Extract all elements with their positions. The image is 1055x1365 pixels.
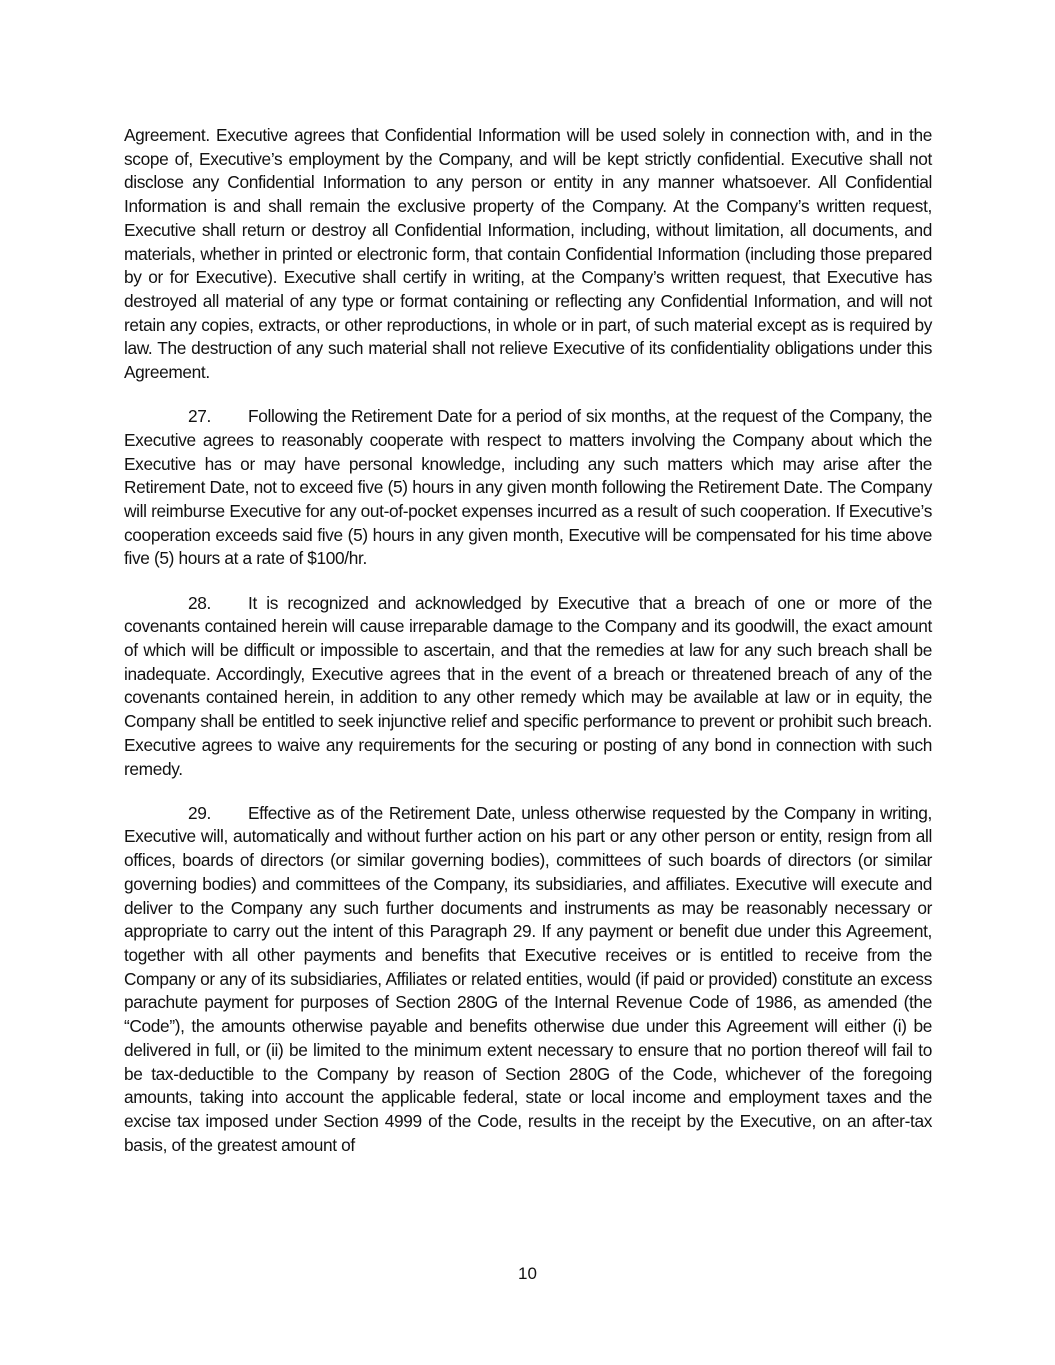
paragraph-confidential-continued	[124, 124, 932, 385]
paragraph-28	[124, 592, 932, 782]
paragraph-text: It is recognized and acknowledged by Executive that a breach of one or more of the covenants contained herein will cause irreparable damage to the Company and its goodwill, the exact amount of which will be difficult or impossible to ascertain, and that the remedies at law for any such breach shall be inadequate. Accordingly, Executive agrees that in the event of a breach or threatened breach of any of the covenants contained herein, in addition to any other remedy which may be available at law or in equity, the Company shall be entitled to seek injunctive relief and specific performance to prevent or prohibit such breach. Executive agrees to waive any requirements for the securing or posting of any bond in connection with such remedy.	[124, 592, 932, 779]
paragraph-text: Effective as of the Retirement Date, unless otherwise requested by the Company in writing, Executive will, automatically and without further action on his part or any other person or entity, resign from all offices, boards of directors (or similar governing bodies), committees of such boards of directors (or similar governing bodies) and committees of the Company, its subsidiaries, and affiliates. Executive will execute and deliver to the Company any such further documents and instruments as may be reasonably necessary or appropriate to carry out the intent of this Paragraph 29. If any payment or benefit due under this Agreement, together with all other payments and benefits that Executive receives or is entitled to receive from the Company or any of its subsidiaries, Affiliates or related entities, would (if paid or provided) constitute an excess parachute payment for purposes of Section 280G of the Internal Revenue Code of 1986, as amended (the “Code”), the amounts otherwise payable and benefits otherwise due under this Agreement will either (i) be delivered in full, or (ii) be limited to the minimum extent necessary to ensure that no portion thereof will fail to be tax-deductible to the Company by reason of Section 280G of the Code, whichever of the foregoing amounts, taking into account the applicable federal, state or local income and employment taxes and the excise tax imposed under Section 4999 of the Code, results in the receipt by the Executive, on an after-tax basis, of the greatest amount of	[124, 802, 932, 1155]
paragraph-number: 28.	[188, 592, 211, 613]
paragraph-29	[124, 802, 932, 1158]
paragraph-number: 29.	[188, 802, 211, 823]
paragraph-27	[124, 405, 932, 571]
paragraph-text: Following the Retirement Date for a period of six months, at the request of the Company, the Executive agrees to reasonably cooperate with respect to matters involving the Company about which the Executive has or may have personal knowledge, including any such matters which may arise after the Retirement Date, not to exceed five (5) hours in any given month following the Retirement Date. The Company will reimburse Executive for any out-of-pocket expenses incurred as a result of such cooperation. If Executive’s cooperation exceeds said five (5) hours in any given month, Executive will be compensated for his time above five (5) hours at a rate of $100/hr.	[124, 406, 932, 569]
paragraph-text: Agreement. Executive agrees that Confidential Information will be used solely in connection with, and in the scope of, Executive’s employment by the Company, and will be kept strictly confidential. Executive shall not disclose any Confidential Information to any person or entity in any manner whatsoever. All Confidential Information is and shall remain the exclusive property of the Company. At the Company’s written request, Executive shall return or destroy all Confidential Information, including, without limitation, all documents, and materials, whether in printed or electronic form, that contain Confidential Information (including those prepared by or for Executive). Executive shall certify in writing, at the Company’s written request, that Executive has destroyed all material of any type or format containing or reflecting any Confidential Information, and will not retain any copies, extracts, or other reproductions, in whole or in part, of such material except as is required by law. The destruction of any such material shall not relieve Executive of its confidentiality obligations under this Agreement.	[124, 125, 932, 383]
page-number: 10	[518, 1264, 537, 1283]
paragraph-number: 27.	[188, 406, 211, 427]
document-body	[124, 124, 932, 1178]
